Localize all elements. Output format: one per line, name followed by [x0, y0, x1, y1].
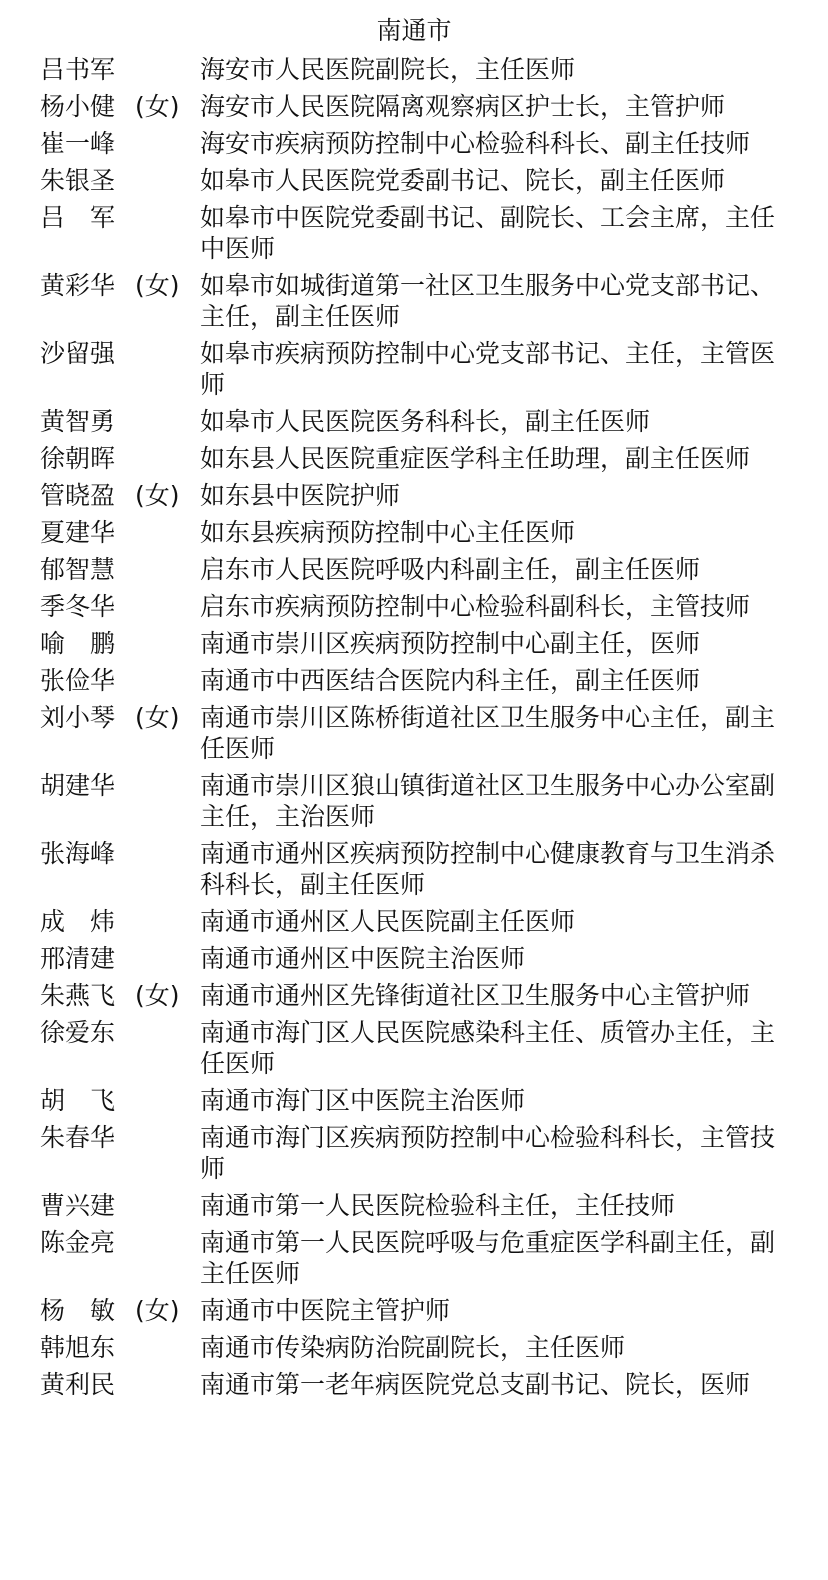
person-name-cell — [40, 406, 200, 437]
position-description: 海安市人民医院副院长，主任医师 — [200, 55, 576, 84]
person-name-cell — [40, 1227, 200, 1258]
position-description: 南通市第一人民医院呼吸与危重症医学科副主任，副主任医师 — [200, 1228, 776, 1288]
list-item — [0, 270, 828, 332]
list-item — [0, 980, 828, 1011]
list-item — [0, 1017, 828, 1079]
person-name: 季冬华 — [40, 592, 116, 621]
position-description: 如东县人民医院重症医学科主任助理，副主任医师 — [200, 444, 751, 473]
list-item — [0, 517, 828, 548]
person-name: 朱燕飞 — [40, 981, 116, 1010]
list-item — [0, 838, 828, 900]
person-name: 杨 敏 — [40, 1296, 116, 1325]
person-name-cell — [40, 628, 200, 659]
position-description: 南通市通州区先锋街道社区卫生服务中心主管护师 — [200, 981, 751, 1010]
list-item — [0, 1122, 828, 1184]
person-name: 胡建华 — [40, 771, 116, 800]
person-name: 邢清建 — [40, 944, 116, 973]
person-name-cell — [40, 1332, 200, 1363]
position-description: 海安市疾病预防控制中心检验科科长、副主任技师 — [200, 129, 751, 158]
person-name-cell — [40, 906, 200, 937]
person-name-cell — [40, 54, 200, 85]
person-name-cell — [40, 702, 200, 733]
person-name-cell — [40, 1190, 200, 1221]
position-description: 启东市疾病预防控制中心检验科副科长，主管技师 — [200, 592, 751, 621]
person-name: 陈金亮 — [40, 1228, 116, 1257]
gender-note: (女) — [135, 481, 180, 510]
person-name: 徐爱东 — [40, 1018, 116, 1047]
person-name: 徐朝晖 — [40, 444, 116, 473]
position-description: 南通市崇川区陈桥街道社区卫生服务中心主任，副主任医师 — [200, 703, 776, 763]
person-name-cell — [40, 338, 200, 369]
list-item — [0, 480, 828, 511]
position-description: 如皋市疾病预防控制中心党支部书记、主任，主管医师 — [200, 339, 776, 399]
person-name: 沙留强 — [40, 339, 116, 368]
person-name: 黄彩华 — [40, 271, 116, 300]
list-item — [0, 591, 828, 622]
position-description: 南通市第一老年病医院党总支副书记、院长，医师 — [200, 1370, 751, 1399]
person-name-cell — [40, 517, 200, 548]
position-description: 南通市中西医结合医院内科主任，副主任医师 — [200, 666, 701, 695]
person-name: 成 炜 — [40, 907, 116, 936]
list-item — [0, 1227, 828, 1289]
person-name: 张俭华 — [40, 666, 116, 695]
position-description: 南通市通州区疾病预防控制中心健康教育与卫生消杀科科长，副主任医师 — [200, 839, 776, 899]
person-name: 喻 鹏 — [40, 629, 116, 658]
position-description: 如皋市人民医院党委副书记、院长，副主任医师 — [200, 166, 726, 195]
list-item — [0, 702, 828, 764]
person-name: 崔一峰 — [40, 129, 116, 158]
gender-note: (女) — [135, 981, 180, 1010]
person-name: 黄智勇 — [40, 407, 116, 436]
position-description: 南通市中医院主管护师 — [200, 1296, 451, 1325]
position-description: 如东县疾病预防控制中心主任医师 — [200, 518, 576, 547]
person-name: 朱春华 — [40, 1123, 116, 1152]
gender-note: (女) — [135, 703, 180, 732]
position-description: 如皋市如城街道第一社区卫生服务中心党支部书记、主任，副主任医师 — [200, 271, 776, 331]
position-description: 南通市海门区人民医院感染科主任、质管办主任，主任医师 — [200, 1018, 776, 1078]
list-item — [0, 91, 828, 122]
gender-note: (女) — [135, 92, 180, 121]
person-name-cell — [40, 1122, 200, 1153]
section-title: 南通市 — [376, 16, 452, 45]
list-item — [0, 665, 828, 696]
list-item — [0, 906, 828, 937]
list-item — [0, 406, 828, 437]
person-name-cell — [40, 202, 200, 233]
position-description: 南通市海门区中医院主治医师 — [200, 1086, 526, 1115]
position-description: 启东市人民医院呼吸内科副主任，副主任医师 — [200, 555, 701, 584]
person-name-cell — [40, 1017, 200, 1048]
position-description: 南通市通州区人民医院副主任医师 — [200, 907, 576, 936]
person-name-cell — [40, 91, 200, 122]
list-item — [0, 1332, 828, 1363]
person-name-cell — [40, 770, 200, 801]
position-description: 如皋市人民医院医务科科长，副主任医师 — [200, 407, 651, 436]
person-name: 吕书军 — [40, 55, 116, 84]
person-name-cell — [40, 591, 200, 622]
position-description: 如皋市中医院党委副书记、副院长、工会主席，主任中医师 — [200, 203, 776, 263]
person-name: 胡 飞 — [40, 1086, 116, 1115]
list-item — [0, 1369, 828, 1400]
list-item — [0, 165, 828, 196]
position-description: 海安市人民医院隔离观察病区护士长，主管护师 — [200, 92, 726, 121]
list-item — [0, 1295, 828, 1326]
list-item — [0, 1190, 828, 1221]
position-description: 南通市第一人民医院检验科主任，主任技师 — [200, 1191, 676, 1220]
person-name: 黄利民 — [40, 1370, 116, 1399]
person-name-cell — [40, 554, 200, 585]
person-name-cell — [40, 838, 200, 869]
commendation-list — [0, 54, 828, 1400]
person-name: 郁智慧 — [40, 555, 116, 584]
person-name: 吕 军 — [40, 203, 116, 232]
person-name-cell — [40, 480, 200, 511]
list-item — [0, 338, 828, 400]
person-name-cell — [40, 1369, 200, 1400]
person-name-cell — [40, 270, 200, 301]
list-item — [0, 1085, 828, 1116]
list-item — [0, 128, 828, 159]
list-item — [0, 202, 828, 264]
person-name-cell — [40, 128, 200, 159]
list-item — [0, 943, 828, 974]
list-item — [0, 54, 828, 85]
person-name: 张海峰 — [40, 839, 116, 868]
position-description: 南通市崇川区狼山镇街道社区卫生服务中心办公室副主任，主治医师 — [200, 771, 776, 831]
position-description: 南通市通州区中医院主治医师 — [200, 944, 526, 973]
person-name: 刘小琴 — [40, 703, 116, 732]
person-name: 韩旭东 — [40, 1333, 116, 1362]
position-description: 南通市崇川区疾病预防控制中心副主任，医师 — [200, 629, 701, 658]
person-name-cell — [40, 943, 200, 974]
person-name-cell — [40, 665, 200, 696]
person-name: 杨小健 — [40, 92, 116, 121]
person-name-cell — [40, 165, 200, 196]
person-name: 夏建华 — [40, 518, 116, 547]
list-item — [0, 770, 828, 832]
position-description: 如东县中医院护师 — [200, 481, 401, 510]
person-name-cell — [40, 980, 200, 1011]
list-item — [0, 628, 828, 659]
gender-note: (女) — [135, 1296, 180, 1325]
person-name-cell — [40, 1295, 200, 1326]
position-description: 南通市海门区疾病预防控制中心检验科科长，主管技师 — [200, 1123, 776, 1183]
list-item — [0, 443, 828, 474]
person-name-cell — [40, 443, 200, 474]
person-name: 朱银圣 — [40, 166, 116, 195]
gender-note: (女) — [135, 271, 180, 300]
position-description: 南通市传染病防治院副院长，主任医师 — [200, 1333, 626, 1362]
person-name-cell — [40, 1085, 200, 1116]
list-item — [0, 554, 828, 585]
person-name: 管晓盈 — [40, 481, 116, 510]
person-name: 曹兴建 — [40, 1191, 116, 1220]
